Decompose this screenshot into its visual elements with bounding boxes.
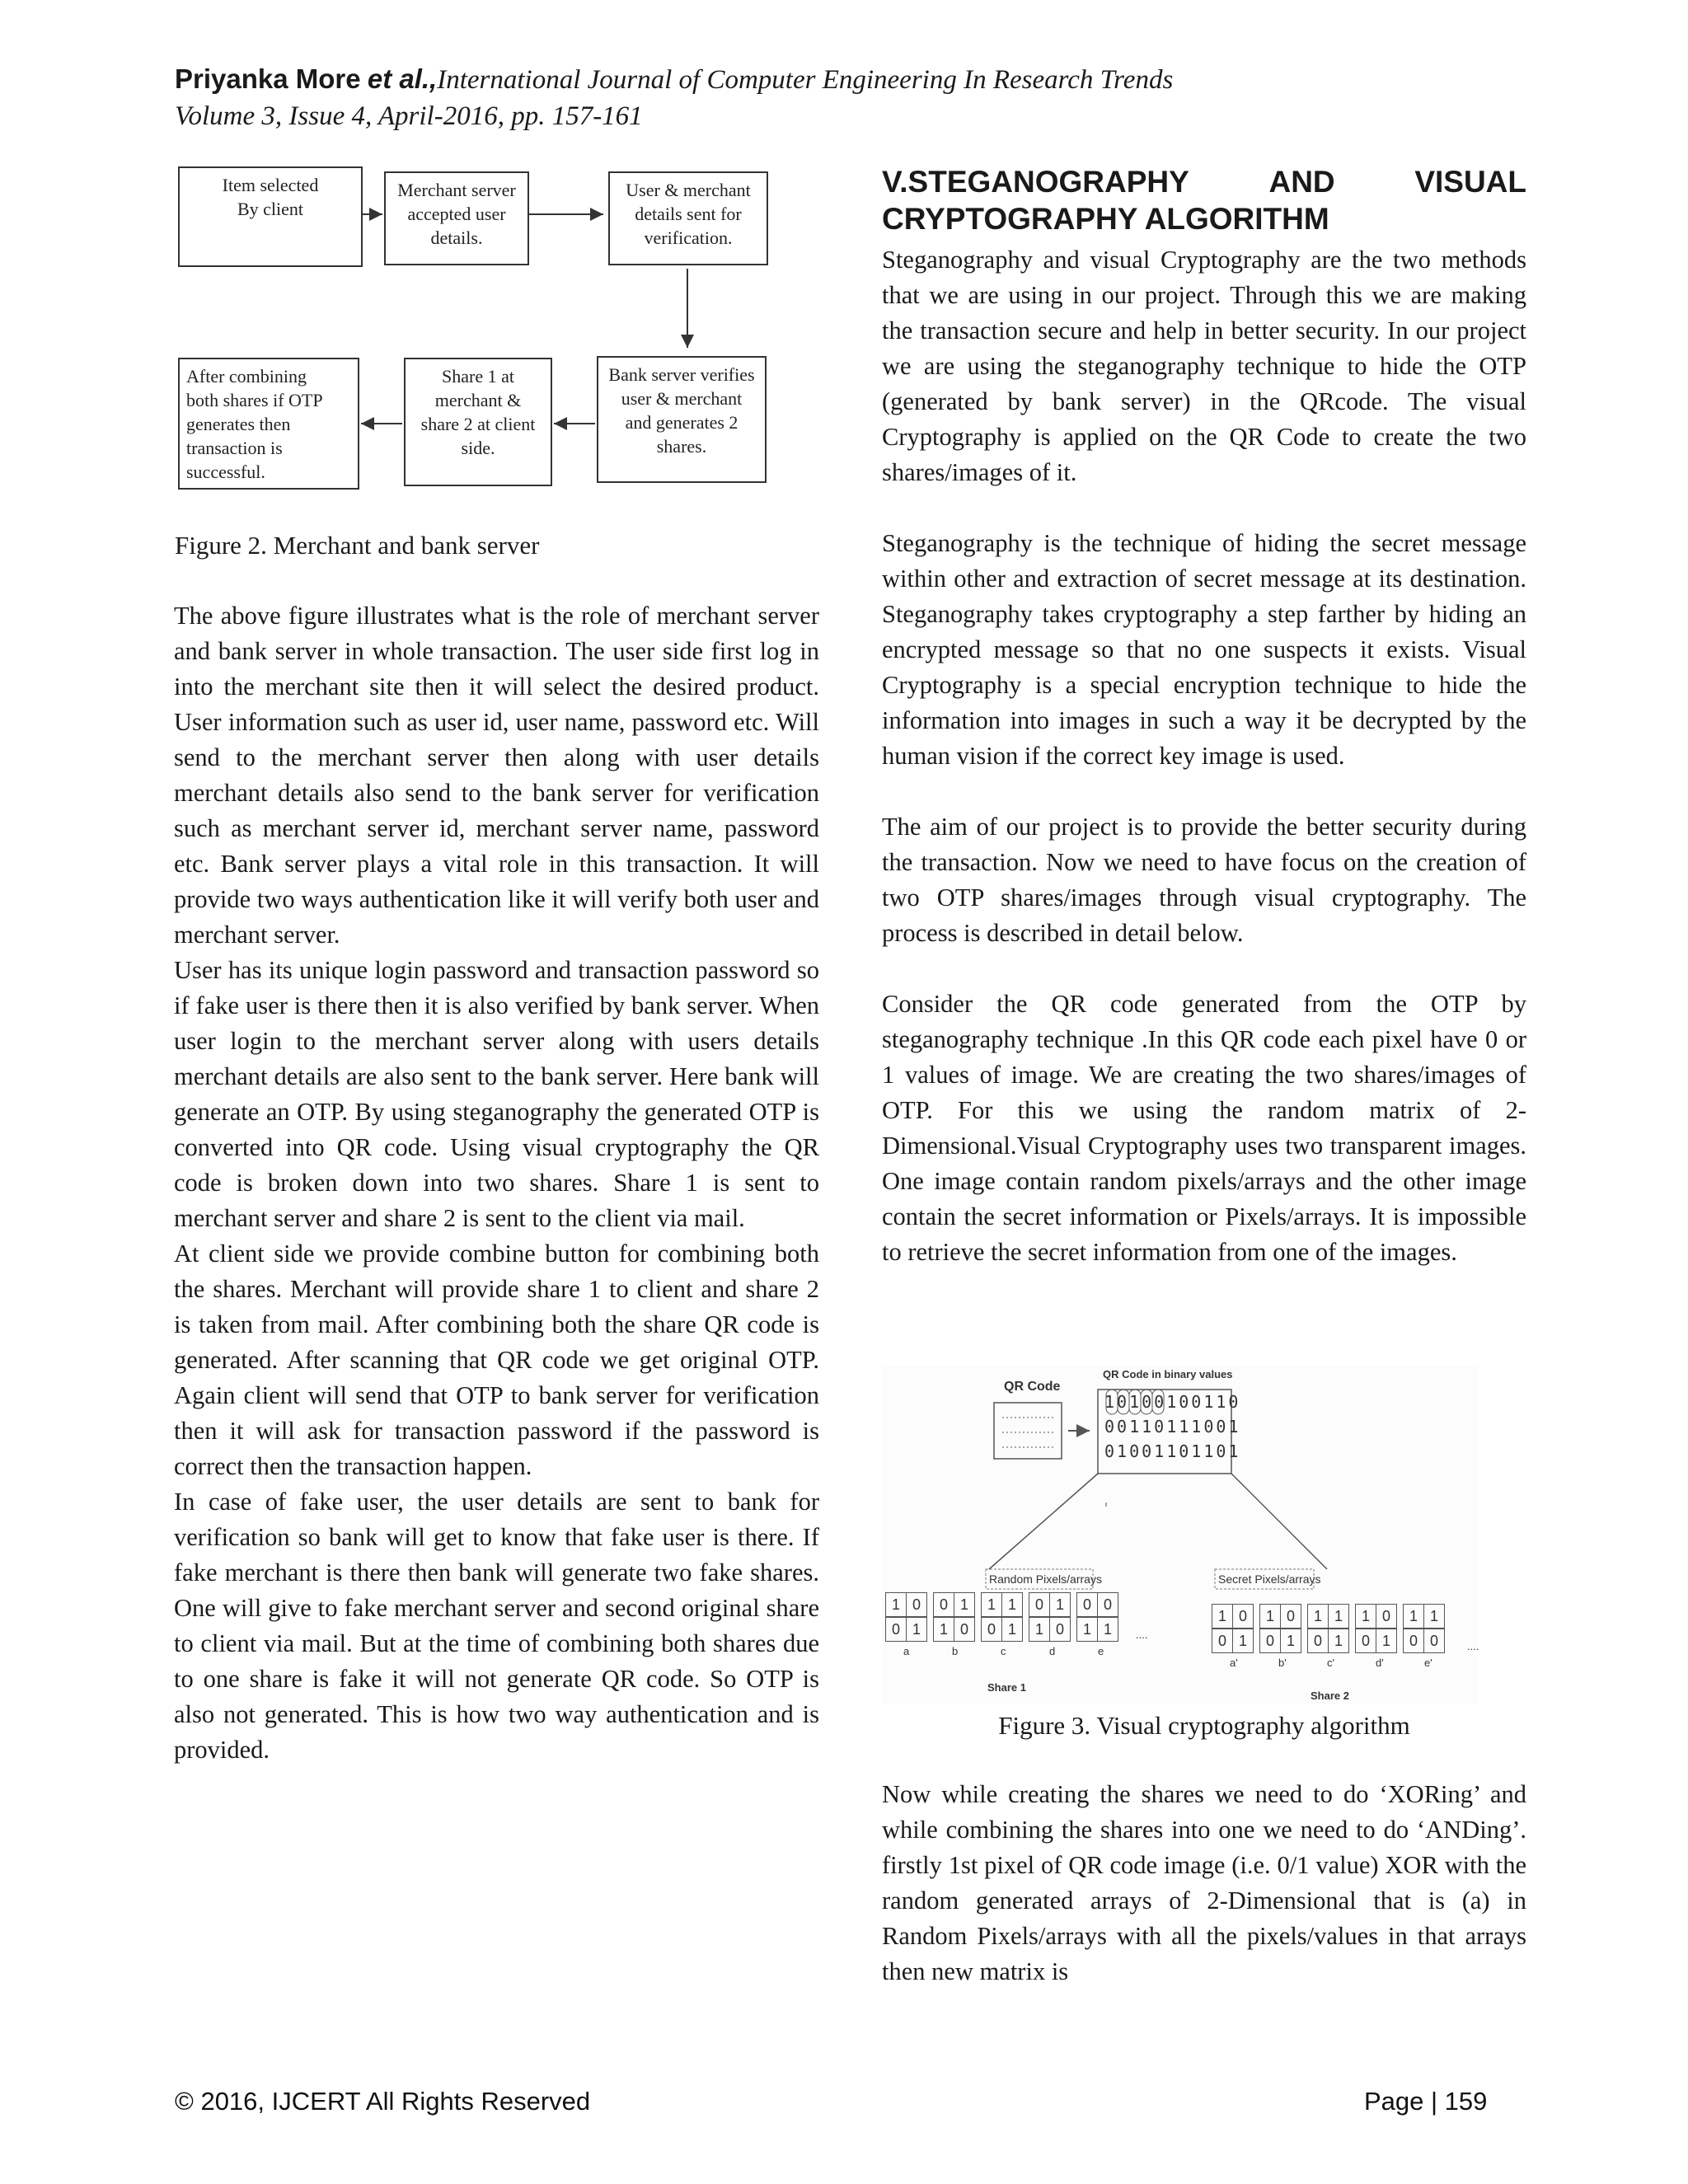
- cell-gap: [1070, 1617, 1076, 1642]
- share-2-cell: 1: [1307, 1604, 1329, 1629]
- cell-gap: [1022, 1617, 1029, 1642]
- right-paragraph-3: The aim of our project is to provide the better security during the transaction. Now we need to have focus on the creation of two OTP shares/images through visual cryptography. The process is described in detail below.: [882, 813, 1526, 947]
- right-column-text-bottom: [882, 1777, 1526, 1990]
- share-1-ellipsis: ....: [1136, 1629, 1148, 1641]
- right-paragraph-1: Steganography and visual Cryptography are the two methods that we are using in our project. Through this we are making the transaction secure and help in better security. In our project we are using the steganography technique to hide the OTP (generated by bank server) in the QRcode. The visual Cryptography is applied on the QR Code to create the two shares/images of it.: [882, 246, 1526, 486]
- share-1-row-1: [885, 1592, 1118, 1617]
- flow-box-share-distribution: Share 1 at merchant & share 2 at client side.: [404, 358, 552, 486]
- share-1-cell: 0: [1076, 1592, 1098, 1617]
- right-paragraph-2: Steganography is the technique of hiding the secret message within other and extraction of secret message at its destination. Steganography takes cryptography a step farther by hiding an encrypted message so that no one suspects it exists. Visual Cryptography is a special encryption technique to hide the information into images in such a way it be decrypted by the human vision if the correct key image is used.: [882, 529, 1526, 770]
- share-2-label: Share 2: [1311, 1690, 1349, 1702]
- right-column-text-top: [882, 242, 1526, 1270]
- branch-line-right: [1231, 1474, 1327, 1569]
- footer-page-number: Page | 159: [1364, 2087, 1488, 2116]
- share-1-cell: 1: [933, 1617, 954, 1642]
- share-1-cell: 1: [906, 1617, 927, 1642]
- branch-line-left: [989, 1474, 1098, 1569]
- cell-gap: [1396, 1629, 1403, 1653]
- share-1-group-letter: c: [1001, 1645, 1006, 1657]
- left-paragraph-1: The above figure illustrates what is the role of merchant server and bank server in whole transaction. The user side first log in into the merchant site then it will select the desired product. User information such as user id, user name, password etc. Will send to the merchant server then along with user details merchant details also send to the bank server for verification such as merchant server id, merchant server name, password etc. Bank server plays a vital role in this transaction. It will provide two ways authentication like it will verify both user and merchant server.: [174, 602, 819, 949]
- share-1-cell: 0: [1029, 1592, 1050, 1617]
- share-2-cell: 1: [1328, 1604, 1349, 1629]
- heading-word-1: V.STEGANOGRAPHY: [882, 165, 1189, 199]
- share-1-cell: 0: [1097, 1592, 1118, 1617]
- share-2-group-letter: b': [1278, 1657, 1287, 1669]
- share-2-cell: 0: [1376, 1604, 1397, 1629]
- binary-row-3: 01001101101: [1104, 1441, 1241, 1461]
- page-header: [175, 61, 1576, 134]
- left-paragraph-4: In case of fake user, the user details are sent to bank for verification so bank will get to know that fake user is there. If fake merchant is there then bank will generate two fake shares. One will give to fake merchant server and second original share to client via mail. But at the time of combining both shares due to one share is fake it will not generate QR code. So OTP is also not generated. This is how two way authentication and is provided.: [174, 1488, 819, 1764]
- share-2-cell: 0: [1232, 1604, 1254, 1629]
- right-paragraph-5: Now while creating the shares we need to do ‘XORing’ and while combining the shares into one we need to do ‘ANDing’. firstly 1st pixel of QR code image (i.e. 0/1 value) XOR with the random generated arrays of 2-Dimensional that is (a) in Random Pixels/arrays with all the pixels/values in that arrays then new matrix is: [882, 1780, 1526, 1985]
- header-author: Priyanka More: [175, 63, 361, 94]
- share-1-cell: 1: [1076, 1617, 1098, 1642]
- share-1-group-letter: a: [903, 1645, 910, 1657]
- flow-box-item-selected: Item selected By client: [178, 166, 363, 267]
- share-1-label: Share 1: [987, 1681, 1026, 1694]
- qr-code-box: [994, 1403, 1062, 1459]
- share-1-cell: 0: [906, 1592, 927, 1617]
- share-2-cell: 1: [1403, 1604, 1424, 1629]
- share-1-cell: 1: [1097, 1617, 1118, 1642]
- cell-gap: [1253, 1604, 1259, 1629]
- share-2-cell: 1: [1328, 1629, 1349, 1653]
- share-1-cell: 0: [1049, 1617, 1071, 1642]
- share-2-cell: 1: [1355, 1604, 1376, 1629]
- cell-gap: [1348, 1629, 1355, 1653]
- share-2-cell: 1: [1423, 1604, 1445, 1629]
- share-2-group-letter: a': [1230, 1657, 1238, 1669]
- share-1-cell: 1: [1001, 1592, 1023, 1617]
- section-heading: [882, 163, 1526, 237]
- binary-row-2: 00110111001: [1104, 1417, 1241, 1436]
- random-pixels-label: Random Pixels/arrays: [989, 1572, 1102, 1586]
- cell-gap: [1301, 1629, 1307, 1653]
- share-2-cell: 0: [1355, 1629, 1376, 1653]
- share-1-group-letter: e: [1098, 1645, 1104, 1657]
- share-2-cell: 1: [1232, 1629, 1254, 1653]
- figure-2-flowchart: [175, 162, 768, 494]
- heading-word-3: VISUAL: [1414, 165, 1526, 199]
- figure-3-visual-cryptography: [882, 1366, 1479, 1704]
- header-journal: International Journal of Computer Engineering In Research Trends: [437, 65, 1174, 95]
- binary-values-label: QR Code in binary values: [1103, 1368, 1233, 1380]
- share-2-cell: 0: [1212, 1629, 1233, 1653]
- binary-rows: [1104, 1390, 1240, 1464]
- share-1-row-2: [885, 1617, 1118, 1642]
- left-paragraph-2: User has its unique login password and transaction password so if fake user is there then it is also verified by bank server. When user login to the merchant server along with users details merchant details are also sent to the bank server. Here bank will generate an OTP. By using steganography the generated OTP is converted into QR code. Using visual cryptography the QR code is broken down into two shares. Share 1 is sent to merchant server and share 2 is sent to the client via mail.: [174, 956, 819, 1232]
- cell-gap: [974, 1592, 981, 1617]
- share-2-row-1: [1212, 1604, 1444, 1629]
- cell-gap: [1396, 1604, 1403, 1629]
- share-2-cell: 1: [1280, 1629, 1301, 1653]
- share-2-group-letter: d': [1376, 1657, 1384, 1669]
- share-2-cell: 1: [1259, 1604, 1281, 1629]
- share-2-group-letter: e': [1424, 1657, 1432, 1669]
- heading-word-2: AND: [1268, 165, 1335, 199]
- header-volume: Volume 3, Issue 4, April-2016, pp. 157-161: [175, 101, 643, 131]
- share-2-cell: 0: [1259, 1629, 1281, 1653]
- cell-gap: [1022, 1592, 1029, 1617]
- share-1-cell: 1: [981, 1592, 1002, 1617]
- cell-gap: [1301, 1604, 1307, 1629]
- share-2-cell: 0: [1307, 1629, 1329, 1653]
- flow-box-details-sent: User & merchant details sent for verification.: [608, 171, 768, 265]
- share-2-ellipsis: ....: [1467, 1640, 1479, 1652]
- share-2-cell: 0: [1423, 1629, 1445, 1653]
- share-1-cell: 1: [885, 1592, 907, 1617]
- cell-gap: [1348, 1604, 1355, 1629]
- share-2-group-letter: c': [1327, 1657, 1334, 1669]
- share-1-cell: 0: [981, 1617, 1002, 1642]
- left-column-text: [174, 598, 819, 1768]
- qr-code-label: QR Code: [1004, 1380, 1061, 1394]
- cell-gap: [926, 1617, 933, 1642]
- cell-gap: [926, 1592, 933, 1617]
- flow-box-merchant-accepted: Merchant server accepted user details.: [384, 171, 529, 265]
- share-1-cell: 1: [954, 1592, 975, 1617]
- heading-line-2: CRYPTOGRAPHY ALGORITHM: [882, 202, 1329, 236]
- share-1-cell: 1: [1049, 1592, 1071, 1617]
- header-etal: et al.,: [367, 63, 438, 94]
- figure-2-caption: Figure 2. Merchant and bank server: [175, 531, 540, 560]
- share-2-cell: 1: [1212, 1604, 1233, 1629]
- left-paragraph-3: At client side we provide combine button for combining both the shares. Merchant will provide share 1 to client and share 2 is taken from mail. After combining both the share QR code is generated. After scanning that QR code we get original OTP. Again client will send that OTP to bank server for verification then it will ask for transaction password if the password is correct then the transaction happen.: [174, 1240, 819, 1480]
- share-1-cell: 0: [933, 1592, 954, 1617]
- footer-copyright: © 2016, IJCERT All Rights Reserved: [175, 2087, 591, 2116]
- share-2-cell: 1: [1376, 1629, 1397, 1653]
- cell-gap: [1253, 1629, 1259, 1653]
- secret-pixels-label: Secret Pixels/arrays: [1218, 1572, 1321, 1586]
- share-2-cell: 0: [1280, 1604, 1301, 1629]
- flow-box-combining-shares: After combining both shares if OTP generates then transaction is successful.: [178, 358, 359, 490]
- flow-box-bank-verifies: Bank server verifies user & merchant and generates 2 shares.: [597, 356, 767, 483]
- share-1-cell: 0: [954, 1617, 975, 1642]
- share-1-group-letter: b: [952, 1645, 959, 1657]
- figure-3-caption: Figure 3. Visual cryptography algorithm: [998, 1711, 1410, 1740]
- share-1-cell: 1: [1029, 1617, 1050, 1642]
- right-paragraph-4: Consider the QR code generated from the OTP by steganography technique .In this QR code each pixel have 0 or 1 values of image. We are creating the two shares/images of OTP. For this we using the random matrix of 2-Dimensional.Visual Cryptography uses two transparent images. One image contain random pixels/arrays and the other image contain the secret information or Pixels/arrays. It is impossible to retrieve the secret information from one of the images.: [882, 990, 1526, 1266]
- cell-gap: [974, 1617, 981, 1642]
- header-citation: [175, 61, 1576, 98]
- share-2-cell: 0: [1403, 1629, 1424, 1653]
- share-1-cell: 1: [1001, 1617, 1023, 1642]
- share-2-row-2: [1212, 1629, 1444, 1653]
- share-1-group-letter: d: [1049, 1645, 1056, 1657]
- share-1-cell: 0: [885, 1617, 907, 1642]
- cell-gap: [1070, 1592, 1076, 1617]
- binary-row-1: 10100100110: [1104, 1392, 1241, 1412]
